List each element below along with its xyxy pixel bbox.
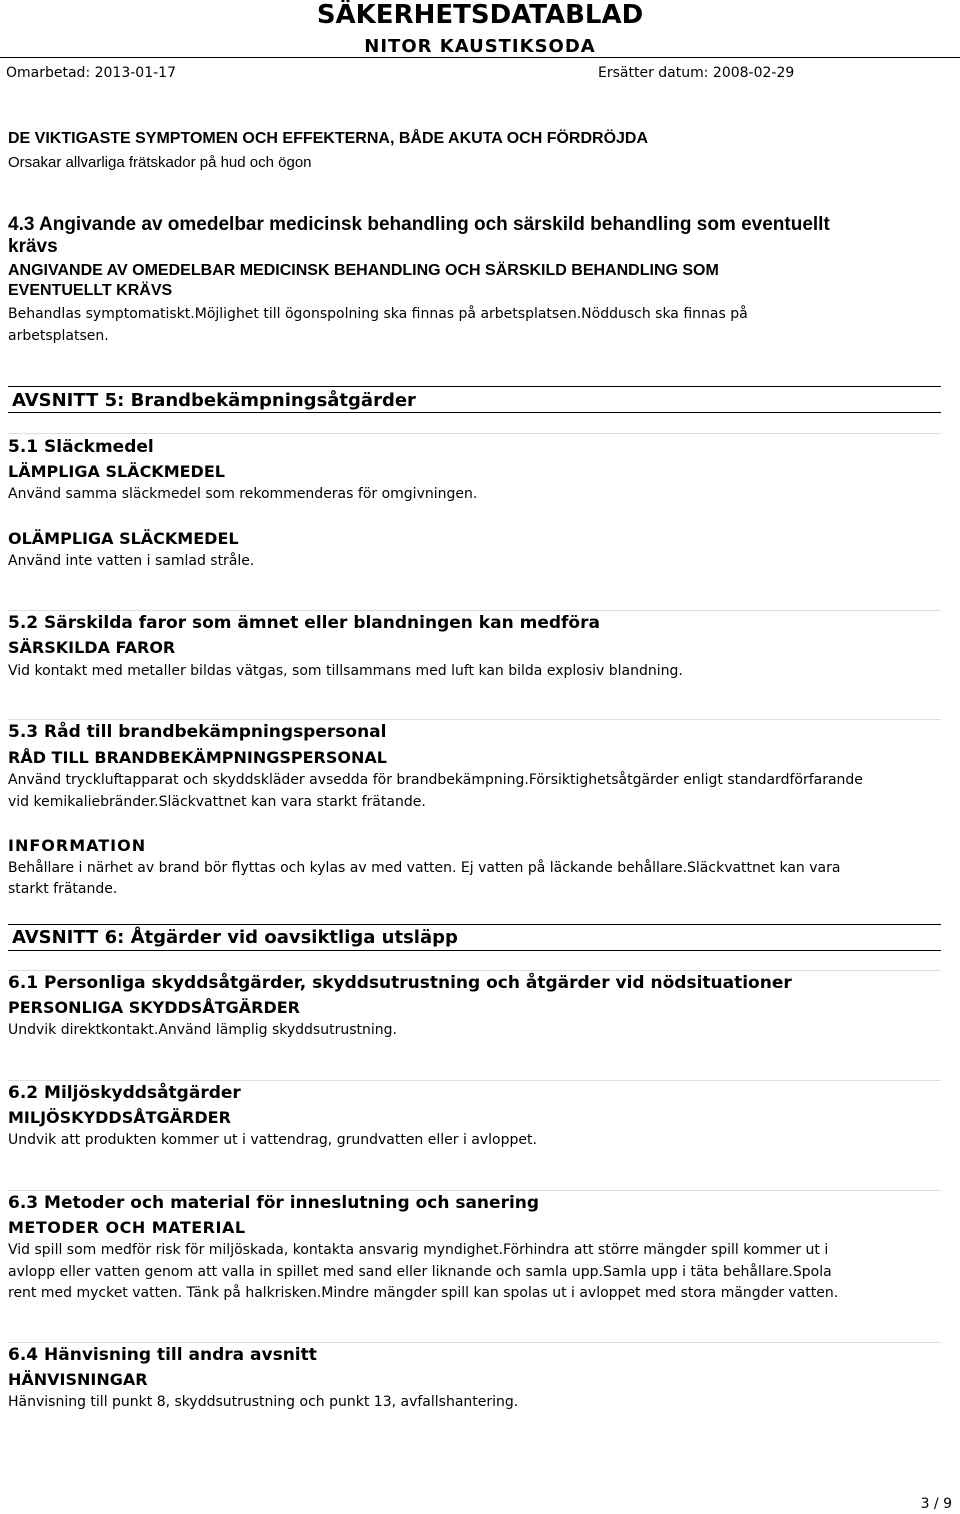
firefighter-advice-heading: RÅD TILL BRANDBEKÄMPNINGSPERSONAL [8, 748, 387, 767]
section-5-title: AVSNITT 5: Brandbekämpningsåtgärder [12, 390, 416, 411]
section-4-3-caps-line2: EVENTUELLT KRÄVS [8, 282, 173, 299]
unsuitable-media-heading: OLÄMPLIGA SLÄCKMEDEL [8, 529, 239, 548]
subsection-divider [8, 610, 941, 611]
information-line2: starkt frätande. [8, 881, 118, 897]
firefighter-advice-line1: Använd tryckluftapparat och skyddskläder avsedda för brandbekämpning.Försiktighetsåtgärder enligt standardförfarande [8, 772, 863, 788]
personal-precautions-text: Undvik direktkontakt.Använd lämplig skyddsutrustning. [8, 1022, 397, 1038]
section-5-1-title: 5.1 Släckmedel [8, 437, 154, 457]
page-number: 3 / 9 [920, 1496, 952, 1512]
unsuitable-media-text: Använd inte vatten i samlad stråle. [8, 553, 255, 569]
product-name: NITOR KAUSTIKSODA [364, 36, 596, 57]
section-5-2-title: 5.2 Särskilda faror som ämnet eller blandningen kan medföra [8, 613, 600, 633]
references-heading: HÄNVISNINGAR [8, 1370, 148, 1389]
symptoms-text: Orsakar allvarliga frätskador på hud och ögon [8, 154, 312, 171]
section-6-title: AVSNITT 6: Åtgärder vid oavsiktliga utsläpp [12, 927, 458, 948]
revised-date: Omarbetad: 2013-01-17 [6, 65, 176, 81]
personal-precautions-heading: PERSONLIGA SKYDDSÅTGÄRDER [8, 998, 300, 1017]
containment-methods-line3: rent med mycket vatten. Tänk på halkrisken.Mindre mängder spill kan spolas ut i avloppet med stora mängder vatten. [8, 1285, 839, 1301]
symptoms-heading: DE VIKTIGASTE SYMPTOMEN OCH EFFEKTERNA, BÅDE AKUTA OCH FÖRDRÖJDA [8, 130, 649, 147]
environmental-precautions-heading: MILJÖSKYDDSÅTGÄRDER [8, 1108, 231, 1127]
section-6-4-title: 6.4 Hänvisning till andra avsnitt [8, 1345, 317, 1365]
section-4-3-caps-line1: ANGIVANDE AV OMEDELBAR MEDICINSK BEHANDLING OCH SÄRSKILD BEHANDLING SOM [8, 262, 719, 279]
subsection-divider [8, 719, 941, 720]
subsection-divider [8, 433, 941, 434]
section-4-3-title-line2: krävs [8, 236, 58, 257]
replaces-date: Ersätter datum: 2008-02-29 [598, 65, 795, 81]
section-5-3-title: 5.3 Råd till brandbekämpningspersonal [8, 722, 387, 742]
header-divider [0, 57, 960, 58]
section-6-2-title: 6.2 Miljöskyddsåtgärder [8, 1083, 241, 1103]
subsection-divider [8, 1342, 941, 1343]
section-4-3-title-line1: 4.3 Angivande av omedelbar medicinsk behandling och särskild behandling som eventuellt [8, 214, 830, 235]
subsection-divider [8, 1080, 941, 1081]
environmental-precautions-text: Undvik att produkten kommer ut i vattendrag, grundvatten eller i avloppet. [8, 1132, 537, 1148]
section-4-3-text-line2: arbetsplatsen. [8, 328, 109, 344]
section-4-3-text-line1: Behandlas symptomatiskt.Möjlighet till ögonspolning ska finnas på arbetsplatsen.Nöddusch ska finnas på [8, 306, 748, 322]
subsection-divider [8, 970, 941, 971]
section-6-bottom-rule [8, 950, 941, 951]
containment-methods-line1: Vid spill som medför risk för miljöskada, kontakta ansvarig myndighet.Förhindra att större mängder spill kommer ut i [8, 1242, 829, 1258]
document-title: SÄKERHETSDATABLAD [316, 0, 644, 30]
information-heading: INFORMATION [8, 836, 147, 855]
information-line1: Behållare i närhet av brand bör flyttas och kylas av med vatten. Ej vatten på läckande behållare.Släckvattnet kan vara [8, 860, 841, 876]
special-hazards-heading: SÄRSKILDA FAROR [8, 638, 176, 657]
special-hazards-text: Vid kontakt med metaller bildas vätgas, som tillsammans med luft kan bilda explosiv blandning. [8, 663, 683, 679]
section-6-1-title: 6.1 Personliga skyddsåtgärder, skyddsutrustning och åtgärder vid nödsituationer [8, 973, 792, 993]
section-5-bottom-rule [8, 412, 941, 413]
references-text: Hänvisning till punkt 8, skyddsutrustning och punkt 13, avfallshantering. [8, 1394, 519, 1410]
subsection-divider [8, 1190, 941, 1191]
section-6-top-rule [8, 924, 941, 925]
containment-methods-heading: METODER OCH MATERIAL [8, 1218, 246, 1237]
suitable-media-heading: LÄMPLIGA SLÄCKMEDEL [8, 462, 225, 481]
section-6-3-title: 6.3 Metoder och material för inneslutning och sanering [8, 1193, 540, 1213]
section-5-top-rule [8, 386, 941, 387]
suitable-media-text: Använd samma släckmedel som rekommenderas för omgivningen. [8, 486, 478, 502]
containment-methods-line2: avlopp eller vatten genom att valla in spillet med sand eller liknande och samla upp.Samla upp i täta behållare.Spola [8, 1264, 832, 1280]
firefighter-advice-line2: vid kemikaliebränder.Släckvattnet kan vara starkt frätande. [8, 794, 426, 810]
